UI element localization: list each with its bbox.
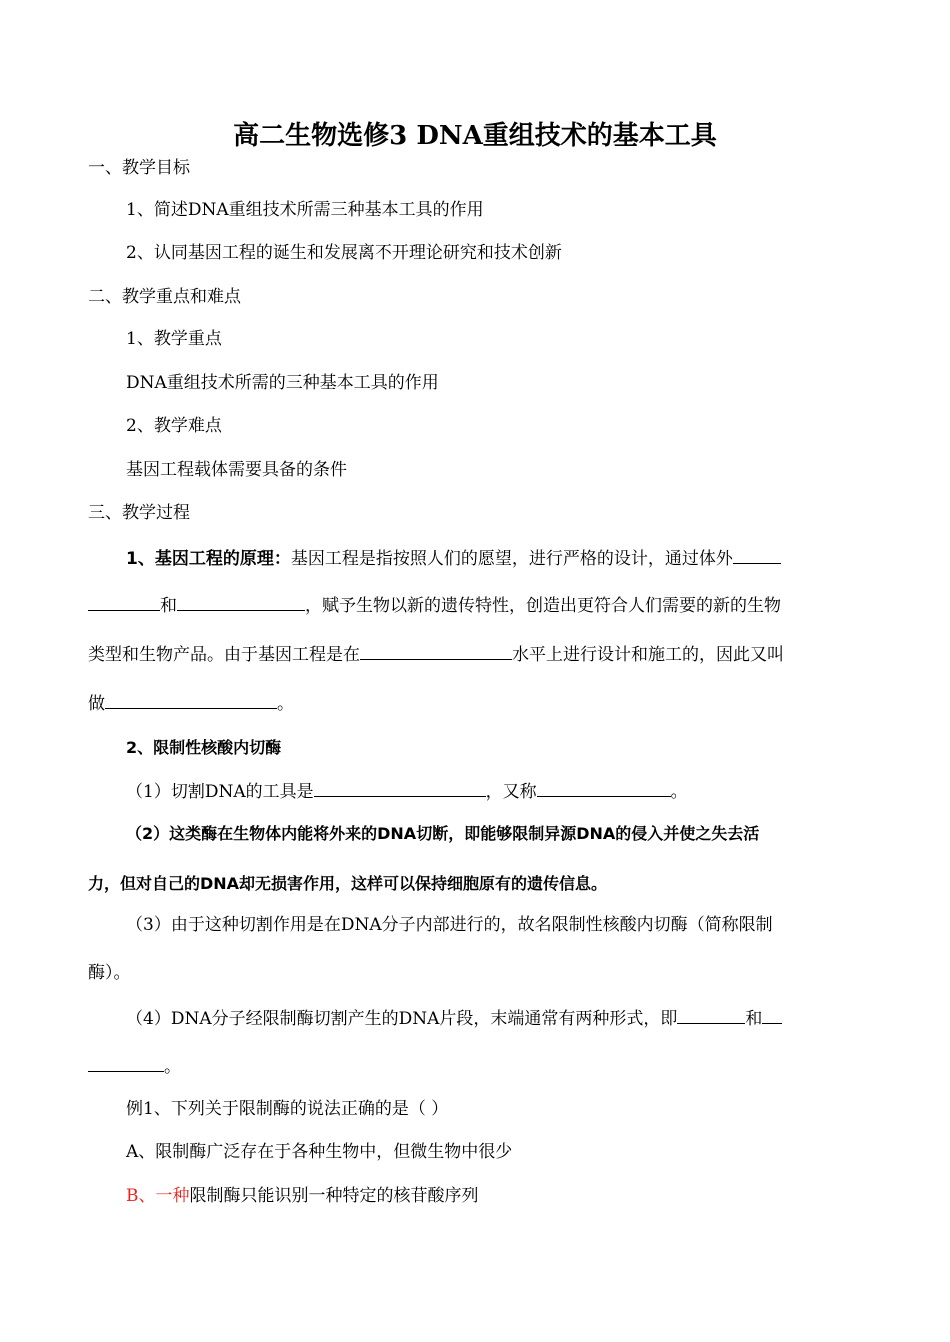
subheading-difficulty: 2、教学难点 — [126, 416, 222, 436]
fill-blank-6[interactable] — [314, 779, 486, 797]
principle-text-b: 和 — [160, 596, 177, 616]
objective-item-1: 1、简述DNA重组技术所需三种基本工具的作用 — [126, 200, 484, 220]
fill-blank-2[interactable] — [88, 593, 160, 611]
question-3-line-1: （3）由于这种切割作用是在DNA分子内部进行的，故名限制性核酸内切酶（简称限制 — [126, 915, 773, 935]
option-b-highlight: B、一种 — [126, 1186, 190, 1206]
principle-text-e: 水平上进行设计和施工的，因此又叫 — [512, 645, 784, 665]
principle-line-3 — [88, 642, 784, 666]
principle-line-1 — [126, 546, 781, 570]
option-a: A、限制酶广泛存在于各种生物中，但微生物中很少 — [126, 1142, 513, 1162]
option-b — [126, 1185, 479, 1207]
fill-blank-3[interactable] — [177, 593, 305, 611]
document-title: 高二生物选修3 DNA重组技术的基本工具 — [233, 121, 717, 151]
option-b-rest: 限制酶只能识别一种特定的核苷酸序列 — [189, 1186, 479, 1206]
q1-text-a: （1）切割DNA的工具是 — [126, 782, 314, 802]
fill-blank-1[interactable] — [733, 546, 781, 564]
question-2-line-1: （2）这类酶在生物体内能将外来的DNA切断，即能够限制异源DNA的侵入并使之失去活 — [126, 824, 760, 843]
fill-blank-4[interactable] — [360, 642, 512, 660]
key-point-text: DNA重组技术所需的三种基本工具的作用 — [126, 373, 439, 393]
principle-text-a: 基因工程是指按照人们的愿望，进行严格的设计，通过体外 — [290, 549, 733, 569]
section-heading-process: 三、教学过程 — [88, 503, 190, 523]
principle-line-2 — [88, 593, 781, 617]
q4-text-a: （4）DNA分子经限制酶切割产生的DNA片段，末端通常有两种形式，即 — [126, 1009, 678, 1029]
q1-text-c: 。 — [670, 782, 688, 802]
question-2-line-2: 力，但对自己的DNA却无损害作用，这样可以保持细胞原有的遗传信息。 — [88, 874, 608, 893]
principle-text-d: 类型和生物产品。由于基因工程是在 — [88, 645, 360, 665]
principle-text-c: ，赋予生物以新的遗传特性，创造出更符合人们需要的新的生物 — [305, 596, 781, 616]
subheading-key-point: 1、教学重点 — [126, 329, 222, 349]
question-1 — [126, 779, 688, 803]
restriction-enzyme-heading: 2、限制性核酸内切酶 — [126, 738, 282, 757]
difficulty-text: 基因工程载体需要具备的条件 — [126, 460, 347, 480]
principle-text-f: 做 — [88, 694, 105, 714]
fill-blank-8[interactable] — [677, 1006, 745, 1024]
fill-blank-10[interactable] — [88, 1054, 164, 1072]
q1-text-b: ，又称 — [485, 782, 537, 802]
fill-blank-9[interactable] — [762, 1006, 782, 1024]
section-heading-key-points: 二、教学重点和难点 — [88, 287, 241, 307]
principle-text-g: 。 — [277, 694, 294, 714]
principle-line-4 — [88, 691, 294, 715]
objective-item-2: 2、认同基因工程的诞生和发展离不开理论研究和技术创新 — [126, 243, 562, 263]
section-heading-objectives: 一、教学目标 — [88, 158, 190, 178]
q4-text-b: 和 — [745, 1009, 763, 1029]
q4-text-c: 。 — [164, 1057, 181, 1077]
question-3-line-2: 酶）。 — [88, 963, 131, 983]
principle-label: 1、基因工程的原理： — [126, 549, 291, 569]
question-4-line-2 — [88, 1054, 181, 1078]
fill-blank-7[interactable] — [537, 779, 671, 797]
example-stem: 例1、下列关于限制酶的说法正确的是（ ） — [126, 1099, 449, 1119]
fill-blank-5[interactable] — [105, 691, 277, 709]
question-4-line-1 — [126, 1006, 782, 1030]
